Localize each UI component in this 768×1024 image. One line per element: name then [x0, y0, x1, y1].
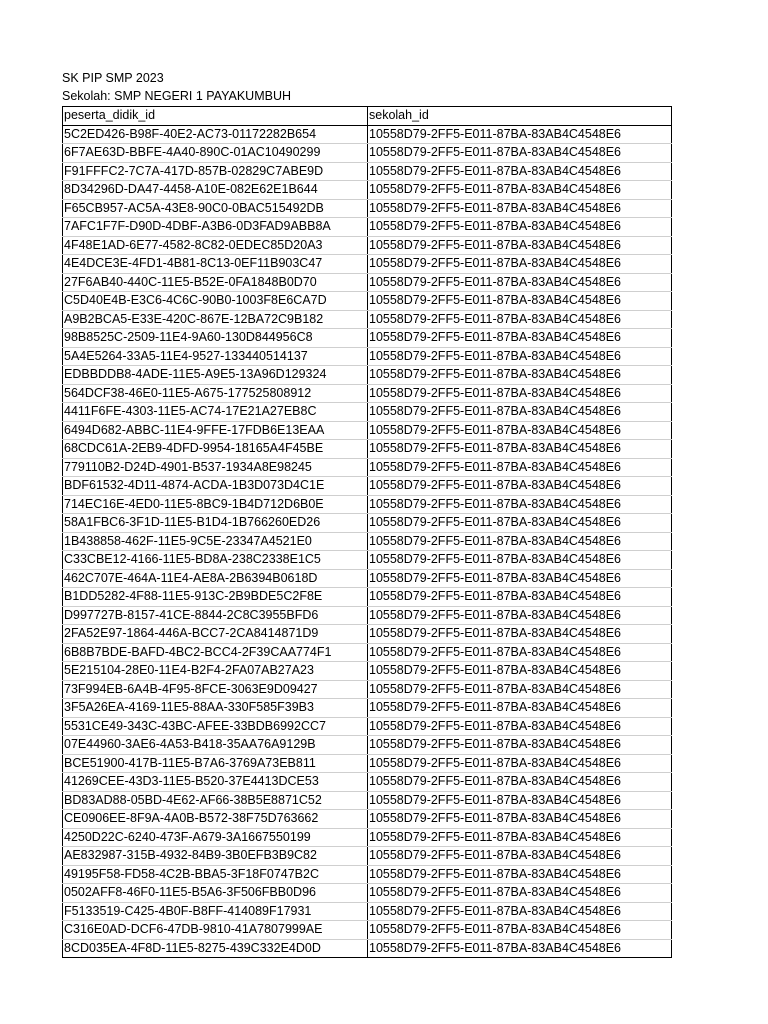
cell-sekolah-id: 10558D79-2FF5-E011-87BA-83AB4C4548E6: [368, 458, 672, 477]
cell-peserta-didik-id: 68CDC61A-2EB9-4DFD-9954-18165A4F45BE: [63, 440, 368, 459]
table-row: [63, 921, 672, 940]
cell-sekolah-id: 10558D79-2FF5-E011-87BA-83AB4C4548E6: [368, 162, 672, 181]
cell-sekolah-id: 10558D79-2FF5-E011-87BA-83AB4C4548E6: [368, 125, 672, 144]
table-row: [63, 403, 672, 422]
cell-peserta-didik-id: 3F5A26EA-4169-11E5-88AA-330F585F39B3: [63, 699, 368, 718]
table-row: [63, 347, 672, 366]
cell-sekolah-id: 10558D79-2FF5-E011-87BA-83AB4C4548E6: [368, 181, 672, 200]
cell-sekolah-id: 10558D79-2FF5-E011-87BA-83AB4C4548E6: [368, 939, 672, 958]
cell-peserta-didik-id: F65CB957-AC5A-43E8-90C0-0BAC515492DB: [63, 199, 368, 218]
cell-sekolah-id: 10558D79-2FF5-E011-87BA-83AB4C4548E6: [368, 921, 672, 940]
cell-peserta-didik-id: AE832987-315B-4932-84B9-3B0EFB3B9C82: [63, 847, 368, 866]
table-row: [63, 458, 672, 477]
cell-sekolah-id: 10558D79-2FF5-E011-87BA-83AB4C4548E6: [368, 218, 672, 237]
cell-peserta-didik-id: 1B438858-462F-11E5-9C5E-23347A4521E0: [63, 532, 368, 551]
cell-peserta-didik-id: 4250D22C-6240-473F-A679-3A1667550199: [63, 828, 368, 847]
cell-sekolah-id: 10558D79-2FF5-E011-87BA-83AB4C4548E6: [368, 551, 672, 570]
table-row: [63, 384, 672, 403]
cell-peserta-didik-id: 6F7AE63D-BBFE-4A40-890C-01AC10490299: [63, 144, 368, 163]
cell-sekolah-id: 10558D79-2FF5-E011-87BA-83AB4C4548E6: [368, 236, 672, 255]
table-row: [63, 884, 672, 903]
cell-sekolah-id: 10558D79-2FF5-E011-87BA-83AB4C4548E6: [368, 495, 672, 514]
cell-sekolah-id: 10558D79-2FF5-E011-87BA-83AB4C4548E6: [368, 773, 672, 792]
cell-peserta-didik-id: 4411F6FE-4303-11E5-AC74-17E21A27EB8C: [63, 403, 368, 422]
table-row: [63, 199, 672, 218]
cell-peserta-didik-id: 73F994EB-6A4B-4F95-8FCE-3063E9D09427: [63, 680, 368, 699]
cell-peserta-didik-id: C5D40E4B-E3C6-4C6C-90B0-1003F8E6CA7D: [63, 292, 368, 311]
cell-peserta-didik-id: 8D34296D-DA47-4458-A10E-082E62E1B644: [63, 181, 368, 200]
cell-peserta-didik-id: 41269CEE-43D3-11E5-B520-37E4413DCE53: [63, 773, 368, 792]
cell-peserta-didik-id: CE0906EE-8F9A-4A0B-B572-38F75D763662: [63, 810, 368, 829]
cell-sekolah-id: 10558D79-2FF5-E011-87BA-83AB4C4548E6: [368, 440, 672, 459]
cell-sekolah-id: 10558D79-2FF5-E011-87BA-83AB4C4548E6: [368, 588, 672, 607]
cell-sekolah-id: 10558D79-2FF5-E011-87BA-83AB4C4548E6: [368, 754, 672, 773]
cell-sekolah-id: 10558D79-2FF5-E011-87BA-83AB4C4548E6: [368, 828, 672, 847]
column-header-peserta-didik-id: peserta_didik_id: [63, 107, 368, 126]
table-row: [63, 514, 672, 533]
cell-sekolah-id: 10558D79-2FF5-E011-87BA-83AB4C4548E6: [368, 680, 672, 699]
cell-sekolah-id: 10558D79-2FF5-E011-87BA-83AB4C4548E6: [368, 273, 672, 292]
cell-sekolah-id: 10558D79-2FF5-E011-87BA-83AB4C4548E6: [368, 384, 672, 403]
cell-sekolah-id: 10558D79-2FF5-E011-87BA-83AB4C4548E6: [368, 366, 672, 385]
table-row: [63, 810, 672, 829]
table-row: [63, 495, 672, 514]
table-row: [63, 773, 672, 792]
cell-peserta-didik-id: 564DCF38-46E0-11E5-A675-177525808912: [63, 384, 368, 403]
cell-peserta-didik-id: 5E215104-28E0-11E4-B2F4-2FA07AB27A23: [63, 662, 368, 681]
cell-peserta-didik-id: F91FFFC2-7C7A-417D-857B-02829C7ABE9D: [63, 162, 368, 181]
document-title: SK PIP SMP 2023: [62, 71, 164, 85]
cell-sekolah-id: 10558D79-2FF5-E011-87BA-83AB4C4548E6: [368, 847, 672, 866]
cell-peserta-didik-id: C33CBE12-4166-11E5-BD8A-238C2338E1C5: [63, 551, 368, 570]
cell-sekolah-id: 10558D79-2FF5-E011-87BA-83AB4C4548E6: [368, 329, 672, 348]
table-row: [63, 532, 672, 551]
cell-peserta-didik-id: 98B8525C-2509-11E4-9A60-130D844956C8: [63, 329, 368, 348]
table-row: [63, 329, 672, 348]
cell-peserta-didik-id: 27F6AB40-440C-11E5-B52E-0FA1848B0D70: [63, 273, 368, 292]
cell-peserta-didik-id: 714EC16E-4ED0-11E5-8BC9-1B4D712D6B0E: [63, 495, 368, 514]
cell-sekolah-id: 10558D79-2FF5-E011-87BA-83AB4C4548E6: [368, 477, 672, 496]
table-row: [63, 440, 672, 459]
cell-peserta-didik-id: 6494D682-ABBC-11E4-9FFE-17FDB6E13EAA: [63, 421, 368, 440]
table-row: [63, 606, 672, 625]
cell-sekolah-id: 10558D79-2FF5-E011-87BA-83AB4C4548E6: [368, 403, 672, 422]
table-row: [63, 680, 672, 699]
column-header-sekolah-id: sekolah_id: [368, 107, 672, 126]
table-row: [63, 717, 672, 736]
table-row: [63, 643, 672, 662]
cell-sekolah-id: 10558D79-2FF5-E011-87BA-83AB4C4548E6: [368, 662, 672, 681]
table-header-row: [63, 107, 672, 126]
table-row: [63, 939, 672, 958]
school-name-line: Sekolah: SMP NEGERI 1 PAYAKUMBUH: [62, 89, 292, 103]
cell-sekolah-id: 10558D79-2FF5-E011-87BA-83AB4C4548E6: [368, 569, 672, 588]
table-row: [63, 125, 672, 144]
cell-peserta-didik-id: 49195F58-FD58-4C2B-BBA5-3F18F0747B2C: [63, 865, 368, 884]
cell-sekolah-id: 10558D79-2FF5-E011-87BA-83AB4C4548E6: [368, 699, 672, 718]
table-row: [63, 144, 672, 163]
cell-sekolah-id: 10558D79-2FF5-E011-87BA-83AB4C4548E6: [368, 514, 672, 533]
cell-sekolah-id: 10558D79-2FF5-E011-87BA-83AB4C4548E6: [368, 643, 672, 662]
table-row: [63, 551, 672, 570]
table-row: [63, 273, 672, 292]
cell-sekolah-id: 10558D79-2FF5-E011-87BA-83AB4C4548E6: [368, 625, 672, 644]
cell-sekolah-id: 10558D79-2FF5-E011-87BA-83AB4C4548E6: [368, 310, 672, 329]
table-row: [63, 162, 672, 181]
cell-peserta-didik-id: BCE51900-417B-11E5-B7A6-3769A73EB811: [63, 754, 368, 773]
table-row: [63, 828, 672, 847]
cell-sekolah-id: 10558D79-2FF5-E011-87BA-83AB4C4548E6: [368, 255, 672, 274]
table-row: [63, 181, 672, 200]
table-row: [63, 588, 672, 607]
table-row: [63, 662, 672, 681]
table-row: [63, 754, 672, 773]
cell-sekolah-id: 10558D79-2FF5-E011-87BA-83AB4C4548E6: [368, 736, 672, 755]
spreadsheet-page: [62, 69, 672, 958]
cell-peserta-didik-id: A9B2BCA5-E33E-420C-867E-12BA72C9B182: [63, 310, 368, 329]
cell-sekolah-id: 10558D79-2FF5-E011-87BA-83AB4C4548E6: [368, 421, 672, 440]
table-row: [63, 218, 672, 237]
table-row: [63, 569, 672, 588]
cell-sekolah-id: 10558D79-2FF5-E011-87BA-83AB4C4548E6: [368, 292, 672, 311]
table-row: [63, 625, 672, 644]
cell-peserta-didik-id: 779110B2-D24D-4901-B537-1934A8E98245: [63, 458, 368, 477]
table-row: [63, 292, 672, 311]
cell-peserta-didik-id: 462C707E-464A-11E4-AE8A-2B6394B0618D: [63, 569, 368, 588]
cell-peserta-didik-id: 5A4E5264-33A5-11E4-9527-133440514137: [63, 347, 368, 366]
cell-sekolah-id: 10558D79-2FF5-E011-87BA-83AB4C4548E6: [368, 865, 672, 884]
table-row: [63, 699, 672, 718]
table-row: [63, 236, 672, 255]
student-table-body: [63, 107, 672, 958]
cell-peserta-didik-id: BD83AD88-05BD-4E62-AF66-38B5E8871C52: [63, 791, 368, 810]
cell-peserta-didik-id: 4F48E1AD-6E77-4582-8C82-0EDEC85D20A3: [63, 236, 368, 255]
table-row: [63, 366, 672, 385]
cell-peserta-didik-id: F5133519-C425-4B0F-B8FF-414089F17931: [63, 902, 368, 921]
table-row: [63, 477, 672, 496]
table-row: [63, 736, 672, 755]
table-row: [63, 902, 672, 921]
table-row: [63, 865, 672, 884]
cell-sekolah-id: 10558D79-2FF5-E011-87BA-83AB4C4548E6: [368, 532, 672, 551]
cell-peserta-didik-id: 7AFC1F7F-D90D-4DBF-A3B6-0D3FAD9ABB8A: [63, 218, 368, 237]
cell-sekolah-id: 10558D79-2FF5-E011-87BA-83AB4C4548E6: [368, 347, 672, 366]
cell-peserta-didik-id: B1DD5282-4F88-11E5-913C-2B9BDE5C2F8E: [63, 588, 368, 607]
cell-peserta-didik-id: C316E0AD-DCF6-47DB-9810-41A7807999AE: [63, 921, 368, 940]
cell-sekolah-id: 10558D79-2FF5-E011-87BA-83AB4C4548E6: [368, 791, 672, 810]
cell-sekolah-id: 10558D79-2FF5-E011-87BA-83AB4C4548E6: [368, 606, 672, 625]
cell-peserta-didik-id: D997727B-8157-41CE-8844-2C8C3955BFD6: [63, 606, 368, 625]
cell-sekolah-id: 10558D79-2FF5-E011-87BA-83AB4C4548E6: [368, 199, 672, 218]
cell-sekolah-id: 10558D79-2FF5-E011-87BA-83AB4C4548E6: [368, 810, 672, 829]
table-row: [63, 421, 672, 440]
table-row: [63, 255, 672, 274]
cell-peserta-didik-id: 6B8B7BDE-BAFD-4BC2-BCC4-2F39CAA774F1: [63, 643, 368, 662]
cell-peserta-didik-id: BDF61532-4D11-4874-ACDA-1B3D073D4C1E: [63, 477, 368, 496]
cell-peserta-didik-id: 07E44960-3AE6-4A53-B418-35AA76A9129B: [63, 736, 368, 755]
cell-sekolah-id: 10558D79-2FF5-E011-87BA-83AB4C4548E6: [368, 902, 672, 921]
cell-sekolah-id: 10558D79-2FF5-E011-87BA-83AB4C4548E6: [368, 717, 672, 736]
cell-peserta-didik-id: 5C2ED426-B98F-40E2-AC73-01172282B654: [63, 125, 368, 144]
student-table: [62, 106, 672, 958]
cell-peserta-didik-id: 0502AFF8-46F0-11E5-B5A6-3F506FBB0D96: [63, 884, 368, 903]
cell-sekolah-id: 10558D79-2FF5-E011-87BA-83AB4C4548E6: [368, 884, 672, 903]
table-row: [63, 791, 672, 810]
cell-peserta-didik-id: 8CD035EA-4F8D-11E5-8275-439C332E4D0D: [63, 939, 368, 958]
cell-peserta-didik-id: 2FA52E97-1864-446A-BCC7-2CA8414871D9: [63, 625, 368, 644]
cell-peserta-didik-id: 5531CE49-343C-43BC-AFEE-33BDB6992CC7: [63, 717, 368, 736]
cell-peserta-didik-id: 58A1FBC6-3F1D-11E5-B1D4-1B766260ED26: [63, 514, 368, 533]
table-row: [63, 310, 672, 329]
cell-peserta-didik-id: EDBBDDB8-4ADE-11E5-A9E5-13A96D129324: [63, 366, 368, 385]
cell-peserta-didik-id: 4E4DCE3E-4FD1-4B81-8C13-0EF11B903C47: [63, 255, 368, 274]
cell-sekolah-id: 10558D79-2FF5-E011-87BA-83AB4C4548E6: [368, 144, 672, 163]
table-row: [63, 847, 672, 866]
